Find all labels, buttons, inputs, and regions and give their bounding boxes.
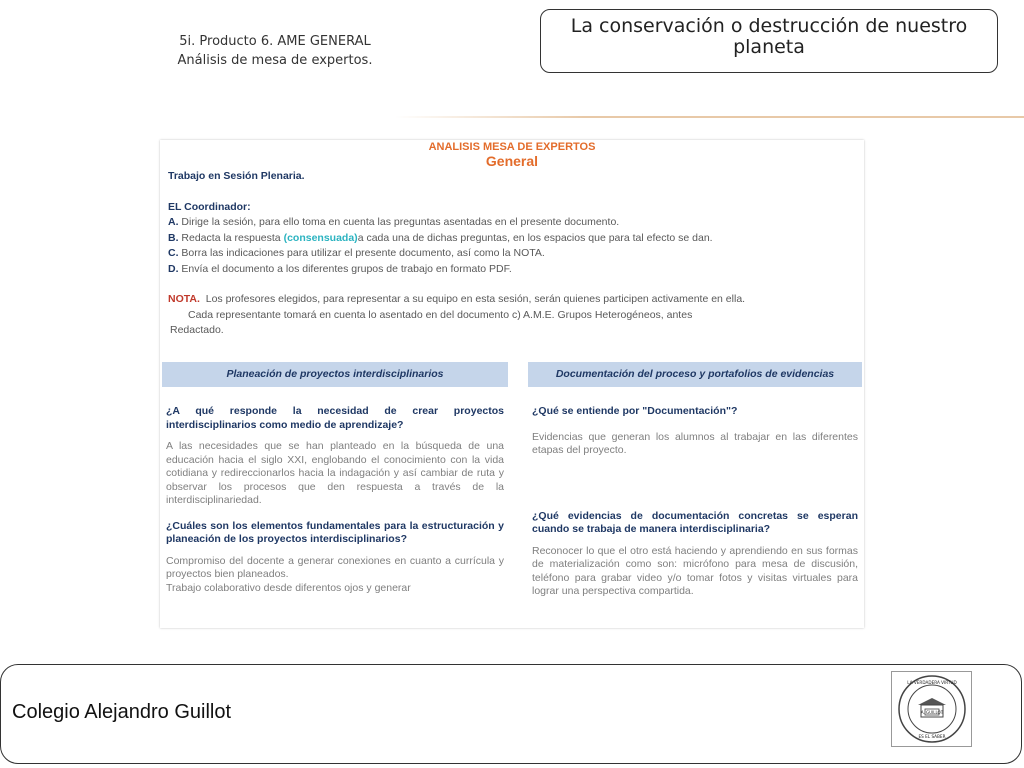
logo-center-text: A. GUILLOT xyxy=(920,710,944,715)
document-image xyxy=(160,140,864,628)
instruction-letter: C. xyxy=(168,247,179,259)
instruction-item-d xyxy=(168,262,856,278)
left-column-header: Planeación de proyectos interdisciplinarios xyxy=(162,362,508,387)
document-heading: ANALISIS MESA DE EXPERTOS xyxy=(428,141,596,153)
right-column-body xyxy=(528,387,862,599)
note-text: Los profesores elegidos, para representar a su equipo en esta sesión, serán quienes participen activamente en ella. xyxy=(205,293,746,305)
note-line-3: Redactado. xyxy=(170,324,224,336)
note-label: NOTA. xyxy=(168,293,200,305)
note-line-2: Cada representante tomará en cuenta lo asentado en del documento c) A.M.E. Grupos Heterogéneos, antes xyxy=(188,308,693,321)
instruction-letter: A. xyxy=(168,216,179,228)
left-column-body xyxy=(162,387,508,595)
school-logo xyxy=(891,671,972,747)
instruction-item-a xyxy=(168,215,856,231)
coordinator-label: EL Coordinador: xyxy=(168,200,251,213)
instruction-item-b xyxy=(168,231,856,247)
answer: A las necesidades que se han planteado en la búsqueda de una educación hacia el siglo XXI, englobando el conocimiento con la vida cotidiana y redireccionarlos hacia la indagación y así cambiar de ruta y observar los procesos que den respuesta a través de la interdisciplinariedad. xyxy=(166,440,504,506)
subtitle-line-2: Análisis de mesa de expertos. xyxy=(177,53,373,68)
note-line-1 xyxy=(168,292,856,308)
answer: Compromiso del docente a generar conexiones en cuanto a currícula y proyectos bien planeados. xyxy=(166,554,504,580)
question: ¿A qué responde la necesidad de crear proyectos interdisciplinarios como medio de aprendizaje? xyxy=(166,405,504,431)
instructions-block xyxy=(160,169,864,339)
instruction-text: Envía el documento a los diferentes grupos de trabajo en formato PDF. xyxy=(181,262,512,275)
right-column-header: Documentación del proceso y portafolios de evidencias xyxy=(528,362,862,387)
instruction-item-c xyxy=(168,246,856,262)
answer: Evidencias que generan los alumnos al trabajar en las diferentes etapas del proyecto. xyxy=(532,430,858,456)
school-seal-icon xyxy=(892,672,971,746)
instruction-text: a cada una de dichas preguntas, en los espacios que para tal efecto se dan. xyxy=(357,231,713,244)
slide-title: La conservación o destrucción de nuestro planeta xyxy=(540,9,998,73)
logo-bottom-text: ES EL SABER xyxy=(918,734,946,739)
answer: Trabajo colaborativo desde diferentos ojos y generar xyxy=(166,581,411,594)
answer: Reconocer lo que el otro está haciendo y aprendiendo en sus formas de materialización como son: micrófono para mesa de discusión, teléfono para grabar video y/o tomar fotos y visitas virtuales para lograr una perspectiva compartida. xyxy=(532,544,858,597)
instruction-text: Borra las indicaciones para utilizar el presente documento, así como la NOTA. xyxy=(181,247,545,259)
right-column xyxy=(528,362,862,628)
question: ¿Cuáles son los elementos fundamentales para la estructuración y planeación de los proyectos interdisciplinarios? xyxy=(166,519,504,545)
school-name: Colegio Alejandro Guillot xyxy=(12,701,232,723)
instruction-letter: D. xyxy=(168,262,179,275)
instruction-text: Dirige la sesión, para ello toma en cuenta las preguntas asentadas en el presente documento. xyxy=(181,216,620,228)
subtitle-line-1: 5i. Producto 6. AME GENERAL xyxy=(179,34,371,49)
question: ¿Qué se entiende por "Documentación"? xyxy=(532,405,738,417)
presentation-subtitle xyxy=(150,32,400,70)
header-divider xyxy=(395,116,1024,118)
instruction-letter: B. xyxy=(168,231,179,244)
logo-top-text: LA VERDADERA VIRTUD xyxy=(907,680,957,685)
session-label: Trabajo en Sesión Plenaria. xyxy=(168,170,305,182)
instruction-text: Redacta la respuesta xyxy=(181,231,284,244)
highlight-text: (consensuada) xyxy=(283,231,358,244)
left-column xyxy=(162,362,508,628)
document-subheading: General xyxy=(485,153,539,169)
question: ¿Qué evidencias de documentación concretas se esperan cuando se trabaja de manera interdisciplinaria? xyxy=(532,509,858,535)
